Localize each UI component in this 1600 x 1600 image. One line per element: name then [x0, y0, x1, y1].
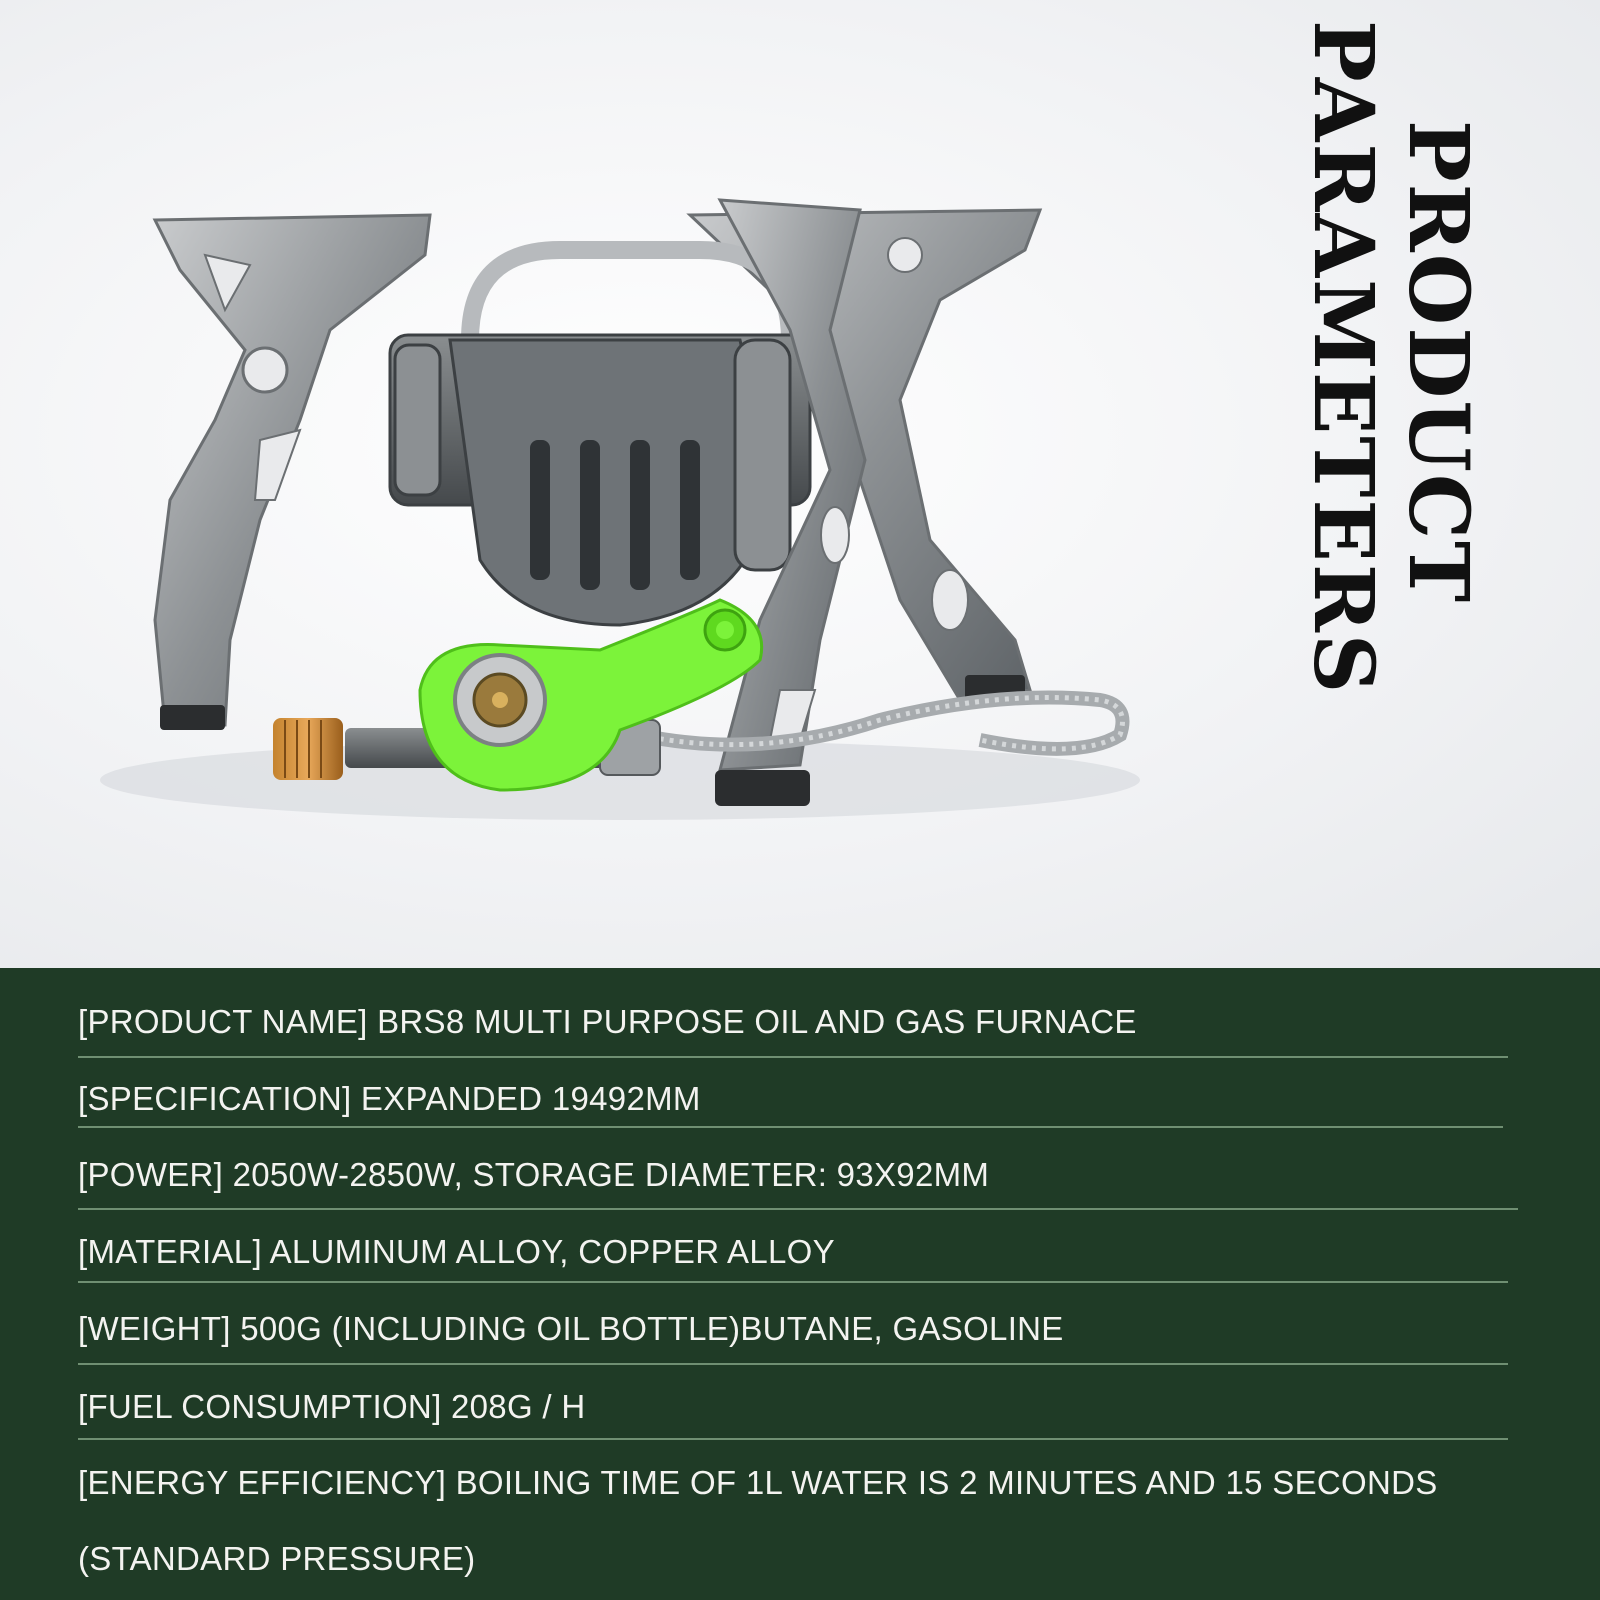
spec-panel: [0, 968, 1600, 1600]
spec-material: [MATERIAL] ALUMINUM ALLOY, COPPER ALLOY: [78, 1233, 835, 1270]
spec-divider: [78, 1281, 1508, 1283]
spec-product-name: [PRODUCT NAME] BRS8 MULTI PURPOSE OIL AND GAS FURNACE: [78, 1003, 1137, 1040]
title-line-parameters: PARAMETERS: [1295, 20, 1391, 696]
title-line-product: PRODUCT: [1390, 120, 1486, 605]
spec-weight: [WEIGHT] 500G (INCLUDING OIL BOTTLE)BUTANE, GASOLINE: [78, 1310, 1064, 1347]
spec-energy-efficiency: [ENERGY EFFICIENCY] BOILING TIME OF 1L WATER IS 2 MINUTES AND 15 SECONDS: [78, 1464, 1438, 1501]
spec-divider: [78, 1056, 1508, 1058]
spec-fuel-consumption: [FUEL CONSUMPTION] 208G / H: [78, 1388, 586, 1425]
spec-power: [POWER] 2050W-2850W, STORAGE DIAMETER: 93X92MM: [78, 1156, 990, 1193]
spec-energy-efficiency-note: (STANDARD PRESSURE): [78, 1540, 476, 1577]
spec-divider: [78, 1438, 1508, 1440]
spec-divider: [78, 1208, 1518, 1210]
spec-divider: [78, 1126, 1503, 1128]
spec-specification: [SPECIFICATION] EXPANDED 19492MM: [78, 1080, 701, 1117]
spec-divider: [78, 1363, 1508, 1365]
